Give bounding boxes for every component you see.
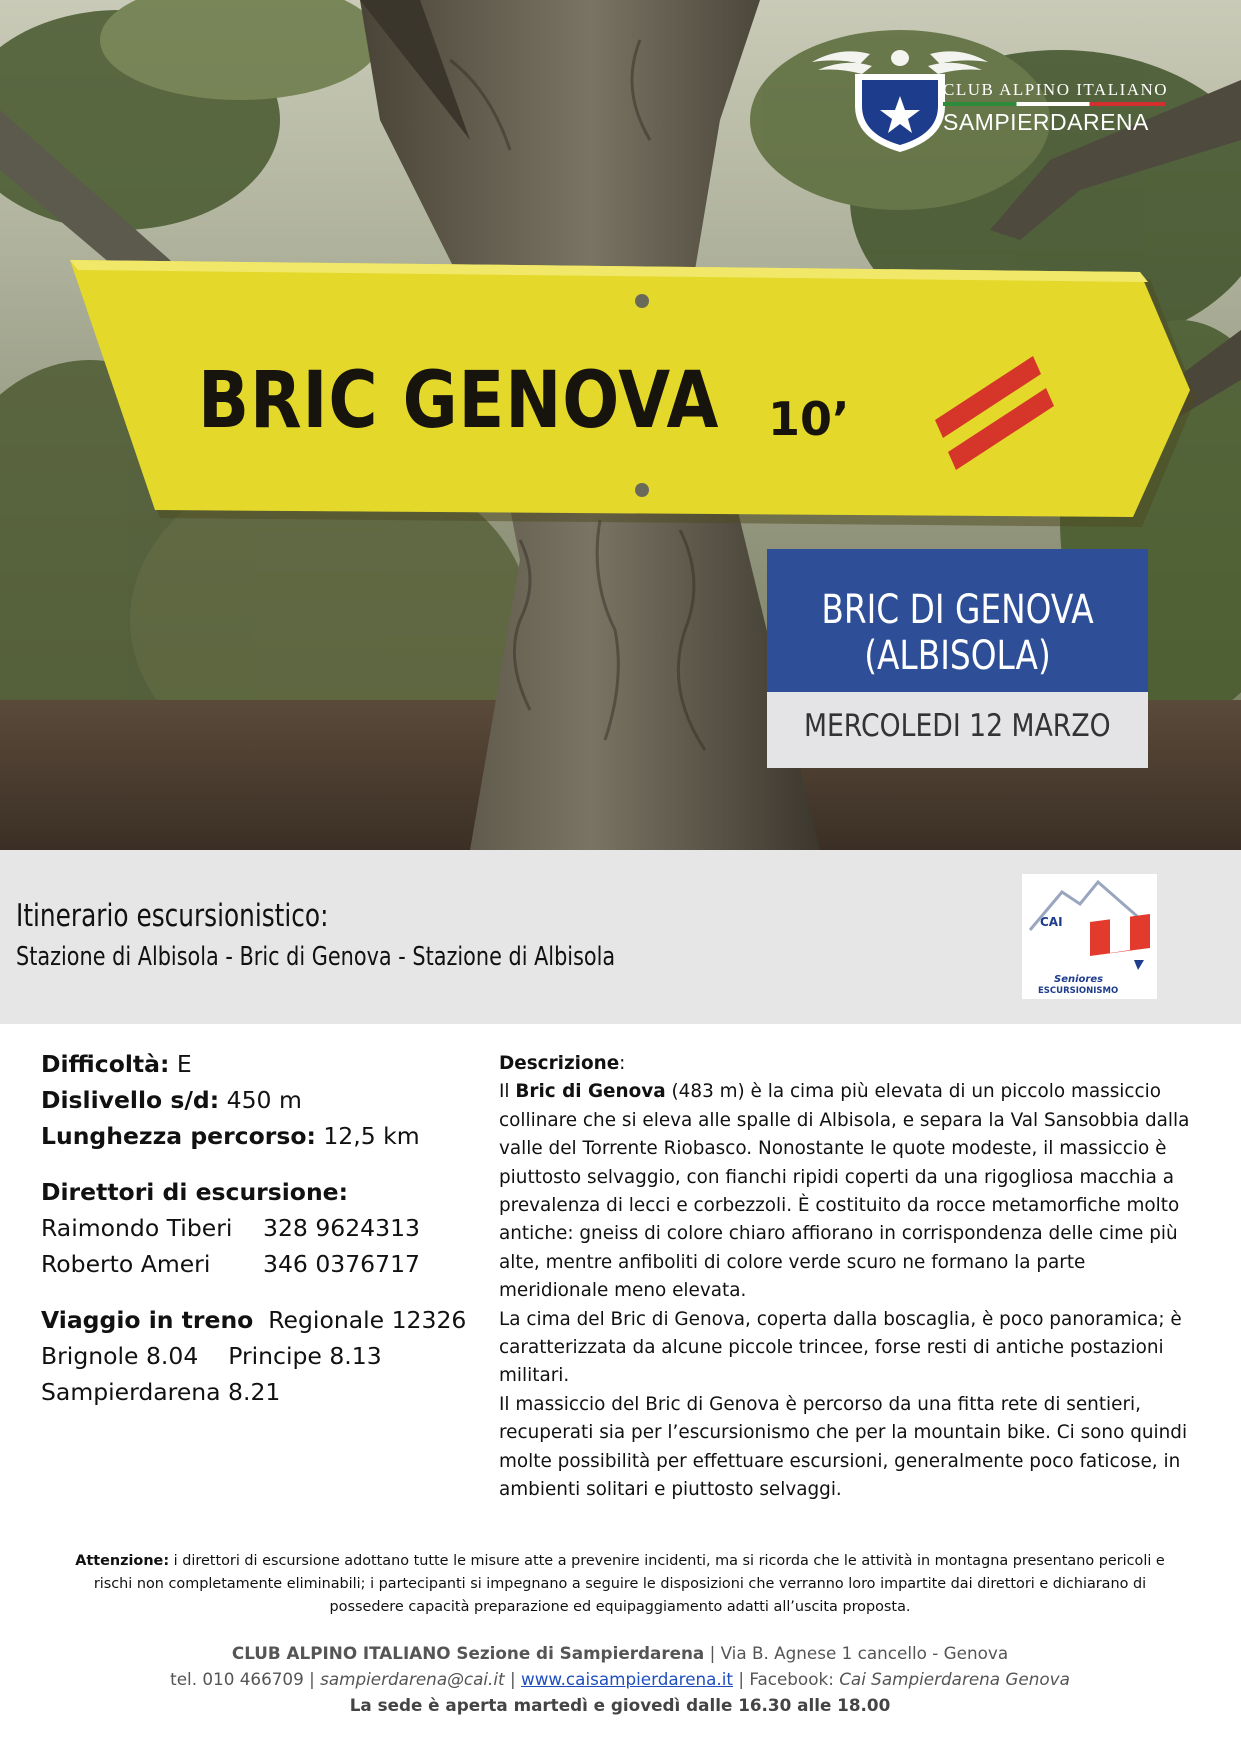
train-label: Viaggio in treno <box>41 1306 254 1334</box>
directors-label: Direttori di escursione: <box>41 1178 349 1206</box>
notice-label: Attenzione: <box>75 1553 170 1569</box>
footer-address: | Via B. Agnese 1 cancello - Genova <box>704 1643 1009 1663</box>
difficulty-value: E <box>169 1050 192 1078</box>
event-date-box <box>767 692 1148 768</box>
sign-destination: BRIC GENOVA <box>198 356 720 446</box>
event-date: MERCOLEDI 12 MARZO <box>804 708 1111 744</box>
peak-name: Bric di Genova <box>515 1081 666 1103</box>
logo-section-name: SAMPIERDARENA <box>943 109 1149 135</box>
difficulty-label: Difficoltà: <box>41 1050 170 1078</box>
footer-address-line <box>40 1640 1200 1666</box>
description-paragraph: Il massiccio del Bric di Genova è percorso da una fitta rete di sentieri, recuperati sia per l’escursionismo che per la mountain bike. Ci sono quindi molte possibilità per effettuare escursioni, generalmente poco faticose, in ambienti solitari e piuttosto selvaggi. <box>499 1393 1188 1501</box>
train-value: Regionale 12326 <box>268 1306 467 1334</box>
footer-org: CLUB ALPINO ITALIANO Sezione di Sampierdarena <box>231 1643 705 1663</box>
director-name: Roberto Ameri <box>41 1250 211 1278</box>
train-stop: Principe 8.13 <box>228 1342 382 1370</box>
directors-heading <box>41 1174 481 1210</box>
train-stops-row <box>41 1374 481 1410</box>
sign-time: 10’ <box>768 392 850 446</box>
event-title-line1: BRIC DI GENOVA <box>821 587 1094 633</box>
length-value: 12,5 km <box>315 1122 420 1150</box>
description <box>499 1050 1199 1505</box>
footer-phone: tel. 010 466709 | <box>170 1669 321 1689</box>
badge-seniores: Seniores <box>1054 974 1104 985</box>
mountain-flag-icon <box>1022 874 1157 999</box>
event-title-box <box>767 549 1148 692</box>
footer-facebook[interactable]: Cai Sampierdarena Genova <box>839 1669 1070 1689</box>
itinerary-route: Stazione di Albisola - Bric di Genova - Stazione di Albisola <box>16 942 616 972</box>
logo-org-name: CLUB ALPINO ITALIANO <box>943 80 1169 99</box>
train-stops-row <box>41 1338 481 1374</box>
footer-email[interactable]: sampierdarena@cai.it <box>320 1669 505 1689</box>
footer-contacts-line: tel. 010 466709 | sampierdarena@cai.it | www.caisampierdarena.it | Facebook: Cai Sampierdarena Genova <box>170 1669 1070 1689</box>
description-heading: Descrizione: <box>499 1053 626 1074</box>
itinerary-heading: Itinerario escursionistico: <box>16 898 329 934</box>
event-title-line2: (ALBISOLA) <box>864 633 1051 679</box>
description-paragraph: La cima del Bric di Genova, coperta dalla boscaglia, è poco panoramica; è caratterizzata da alcune piccole trincee, forse resti di antiche postazioni militari. <box>499 1308 1182 1387</box>
itinerary-band <box>0 850 1241 1024</box>
badge-escursionismo: ESCURSIONISMO <box>1038 986 1119 996</box>
director-name: Raimondo Tiberi <box>41 1214 233 1242</box>
badge-cai: CAI <box>1040 915 1063 929</box>
seniores-escursionismo-logo <box>1022 874 1157 999</box>
director-row <box>41 1246 481 1282</box>
director-phone: 328 9624313 <box>263 1214 420 1242</box>
length-row <box>41 1118 481 1154</box>
train-stop: Sampierdarena 8.21 <box>41 1378 281 1406</box>
safety-notice <box>60 1550 1180 1619</box>
footer-opening-hours: La sede è aperta martedì e giovedì dalle 16.30 alle 18.00 <box>349 1695 891 1715</box>
director-phone: 346 0376717 <box>263 1250 420 1278</box>
train-row <box>41 1302 481 1338</box>
excursion-details <box>41 1046 481 1410</box>
description-label: Descrizione <box>499 1053 620 1074</box>
footer <box>40 1640 1200 1718</box>
elevation-row <box>41 1082 481 1118</box>
description-paragraph: Il Bric di Genova (483 m) è la cima più elevata di un piccolo massiccio collinare che si eleva alle spalle di Albisola, e separa la Val Sansobbia dalla valle del Torrente Riobasco. Nonostante le quote modeste, il massiccio è piuttosto selvaggio, con fianchi ripidi coperti da una rigogliosa macchia a prevalenza di lecci e corbezzoli. È costituito da rocce metamorfiche molto antiche: gneiss di colore chiaro affiorano in corrispondenza delle cime più alte, mentre anfiboliti di colore verde scuro ne formano la parte meridionale meno elevata. <box>499 1081 1190 1302</box>
notice-text: i direttori di escursione adottano tutte le misure atte a prevenire incidenti, ma si ricorda che le attività in montagna presentano pericoli e rischi non completamente eliminabili; i partecipanti si impegnano a seguire le disposizioni che verranno loro impartite dai direttori e dichiarano di possedere capacità preparazione ed equipaggiamento adatti all’uscita proposta. <box>93 1553 1165 1615</box>
hero-photo <box>0 0 1241 850</box>
elevation-label: Dislivello s/d: <box>41 1086 220 1114</box>
director-row <box>41 1210 481 1246</box>
footer-website-link[interactable]: www.caisampierdarena.it <box>520 1669 734 1689</box>
difficulty-row <box>41 1046 481 1082</box>
italian-flag-stripe <box>943 102 1165 106</box>
length-label: Lunghezza percorso: <box>41 1122 316 1150</box>
elevation-value: 450 m <box>219 1086 302 1114</box>
train-stop: Brignole 8.04 <box>41 1342 199 1370</box>
